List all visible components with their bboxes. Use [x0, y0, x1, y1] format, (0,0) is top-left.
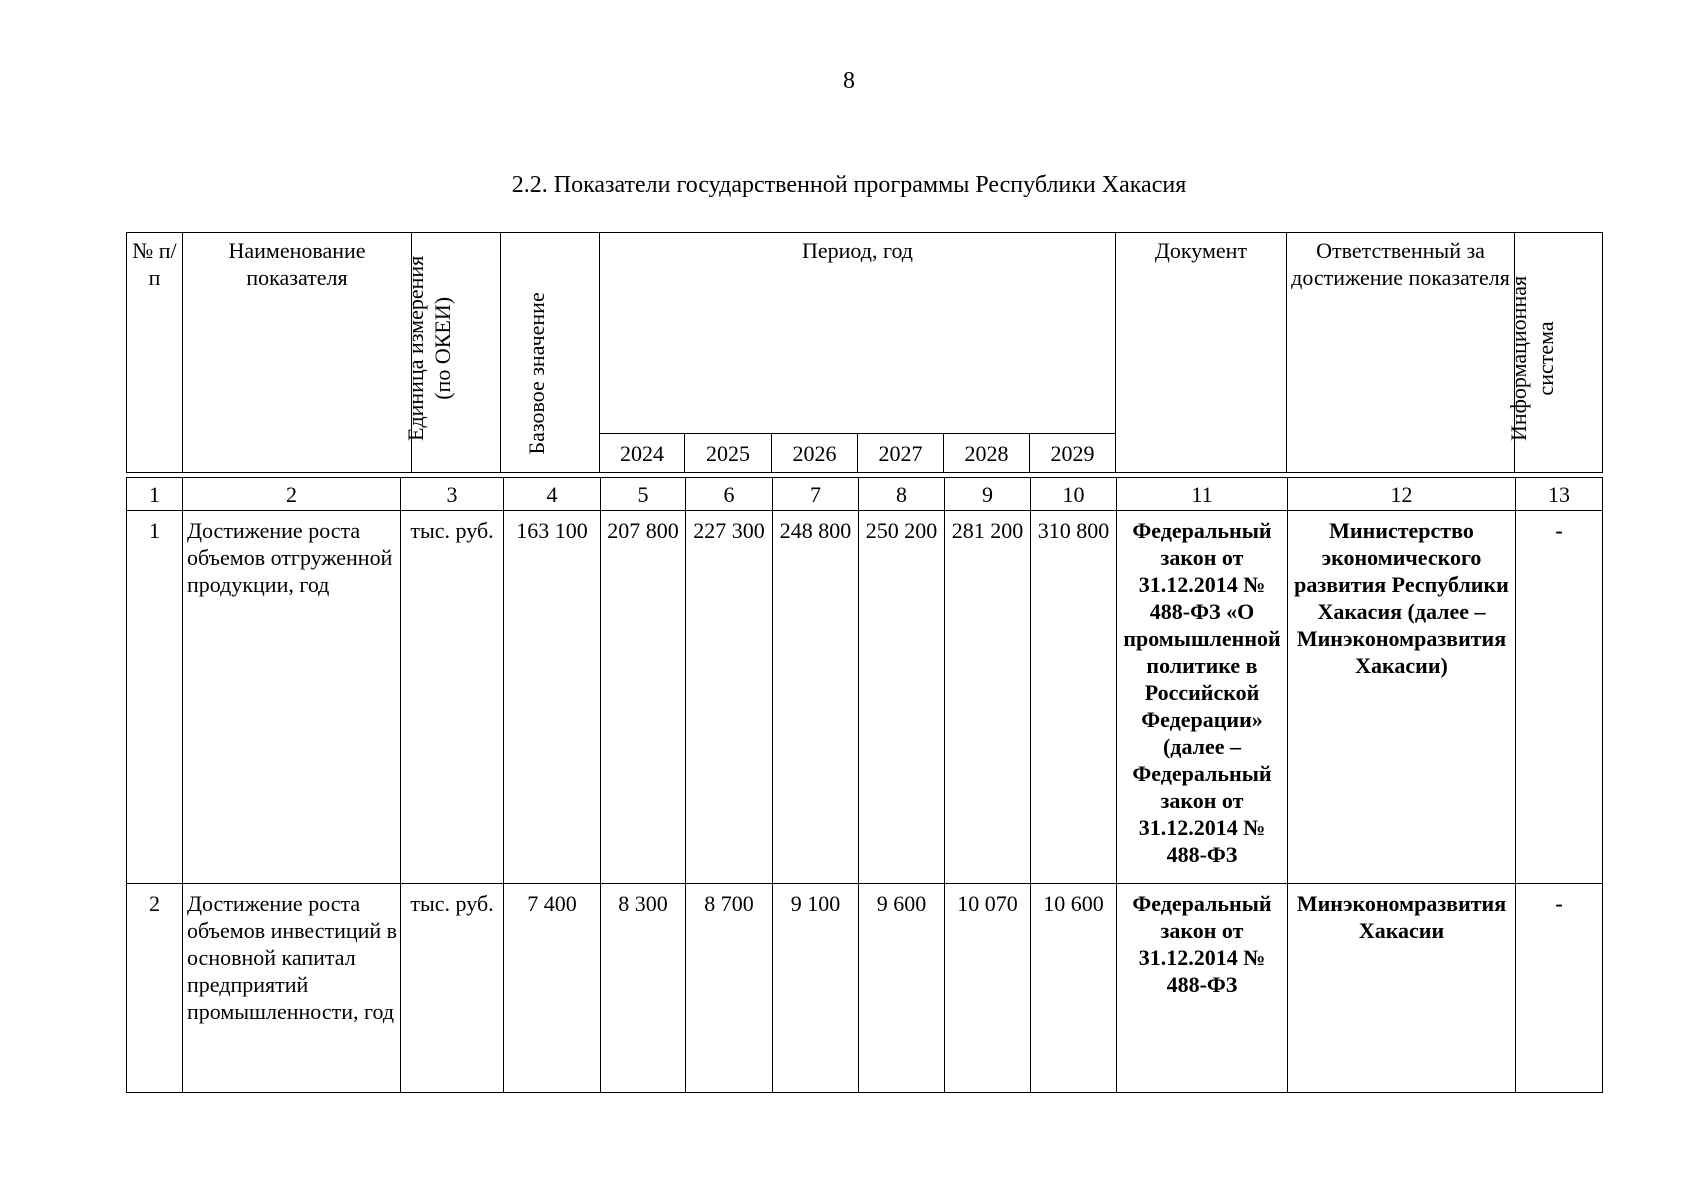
header-period: Период, год	[600, 233, 1116, 434]
header-base-label: Базовое значение	[524, 292, 549, 455]
value-2026: 248 800	[773, 511, 859, 884]
value-2024: 207 800	[601, 511, 686, 884]
value-2024: 8 300	[601, 884, 686, 1093]
column-number: 10	[1031, 478, 1117, 511]
value-2025: 227 300	[686, 511, 773, 884]
row-num: 2	[127, 884, 183, 1093]
value-2029: 10 600	[1031, 884, 1117, 1093]
column-number: 9	[945, 478, 1031, 511]
header-info-line1: Информационная	[1505, 275, 1531, 441]
row-num: 1	[127, 511, 183, 884]
document-cell: Федеральный закон от 31.12.2014 № 488-ФЗ «О промышленной политике в Российской Федерации» (далее – Федеральный закон от 31.12.2014 № 488-ФЗ	[1117, 511, 1288, 884]
column-number: 2	[183, 478, 401, 511]
column-number: 11	[1117, 478, 1288, 511]
header-base	[501, 233, 600, 473]
column-number: 3	[401, 478, 504, 511]
column-number: 5	[601, 478, 686, 511]
column-number: 1	[127, 478, 183, 511]
unit-cell: тыс. руб.	[401, 511, 504, 884]
column-number: 7	[773, 478, 859, 511]
column-number: 4	[504, 478, 601, 511]
value-2025: 8 700	[686, 884, 773, 1093]
table-row	[127, 884, 1603, 1093]
column-number-row	[127, 478, 1603, 511]
header-responsible: Ответственный за достижение показателя	[1287, 233, 1515, 473]
value-2028: 281 200	[945, 511, 1031, 884]
document-cell: Федеральный закон от 31.12.2014 № 488-ФЗ	[1117, 884, 1288, 1093]
header-year-2024: 2024	[600, 434, 685, 473]
header-year-2029: 2029	[1030, 434, 1116, 473]
unit-cell: тыс. руб.	[401, 884, 504, 1093]
info-system-cell: -	[1516, 511, 1603, 884]
page-number: 8	[843, 68, 855, 94]
header-unit-line1: Единица измерения	[403, 255, 428, 441]
header-unit	[403, 233, 501, 473]
column-number: 6	[686, 478, 773, 511]
column-number: 8	[859, 478, 945, 511]
header-year-2025: 2025	[685, 434, 772, 473]
responsible-cell: Министерство экономического развития Республики Хакасия (далее – Минэкономразвития Хакасии)	[1288, 511, 1516, 884]
document-title: 2.2. Показатели государственной программы Республики Хакасия	[511, 172, 1187, 198]
base-value: 163 100	[504, 511, 601, 884]
base-value: 7 400	[504, 884, 601, 1093]
header-table	[126, 232, 1603, 473]
indicators-table	[126, 477, 1603, 1093]
info-system-cell: -	[1516, 884, 1603, 1093]
value-2028: 10 070	[945, 884, 1031, 1093]
header-info-line2: система	[1532, 321, 1558, 396]
header-year-2026: 2026	[772, 434, 858, 473]
value-2026: 9 100	[773, 884, 859, 1093]
value-2027: 250 200	[859, 511, 945, 884]
responsible-cell: Минэкономразвития Хакасии	[1288, 884, 1516, 1093]
column-number: 13	[1516, 478, 1603, 511]
header-year-2028: 2028	[944, 434, 1030, 473]
header-unit-line2: (по ОКЕИ)	[430, 296, 455, 400]
indicator-name: Достижение роста объемов инвестиций в основной капитал предприятий промышленности, год	[183, 884, 401, 1093]
header-num: № п/п	[127, 233, 183, 473]
column-number: 12	[1288, 478, 1516, 511]
header-year-2027: 2027	[858, 434, 944, 473]
header-document: Документ	[1116, 233, 1287, 473]
indicator-name: Достижение роста объемов отгруженной продукции, год	[183, 511, 401, 884]
header-info-system	[1505, 233, 1603, 473]
header-name: Наименование показателя	[183, 233, 412, 473]
value-2029: 310 800	[1031, 511, 1117, 884]
table-row	[127, 511, 1603, 884]
value-2027: 9 600	[859, 884, 945, 1093]
